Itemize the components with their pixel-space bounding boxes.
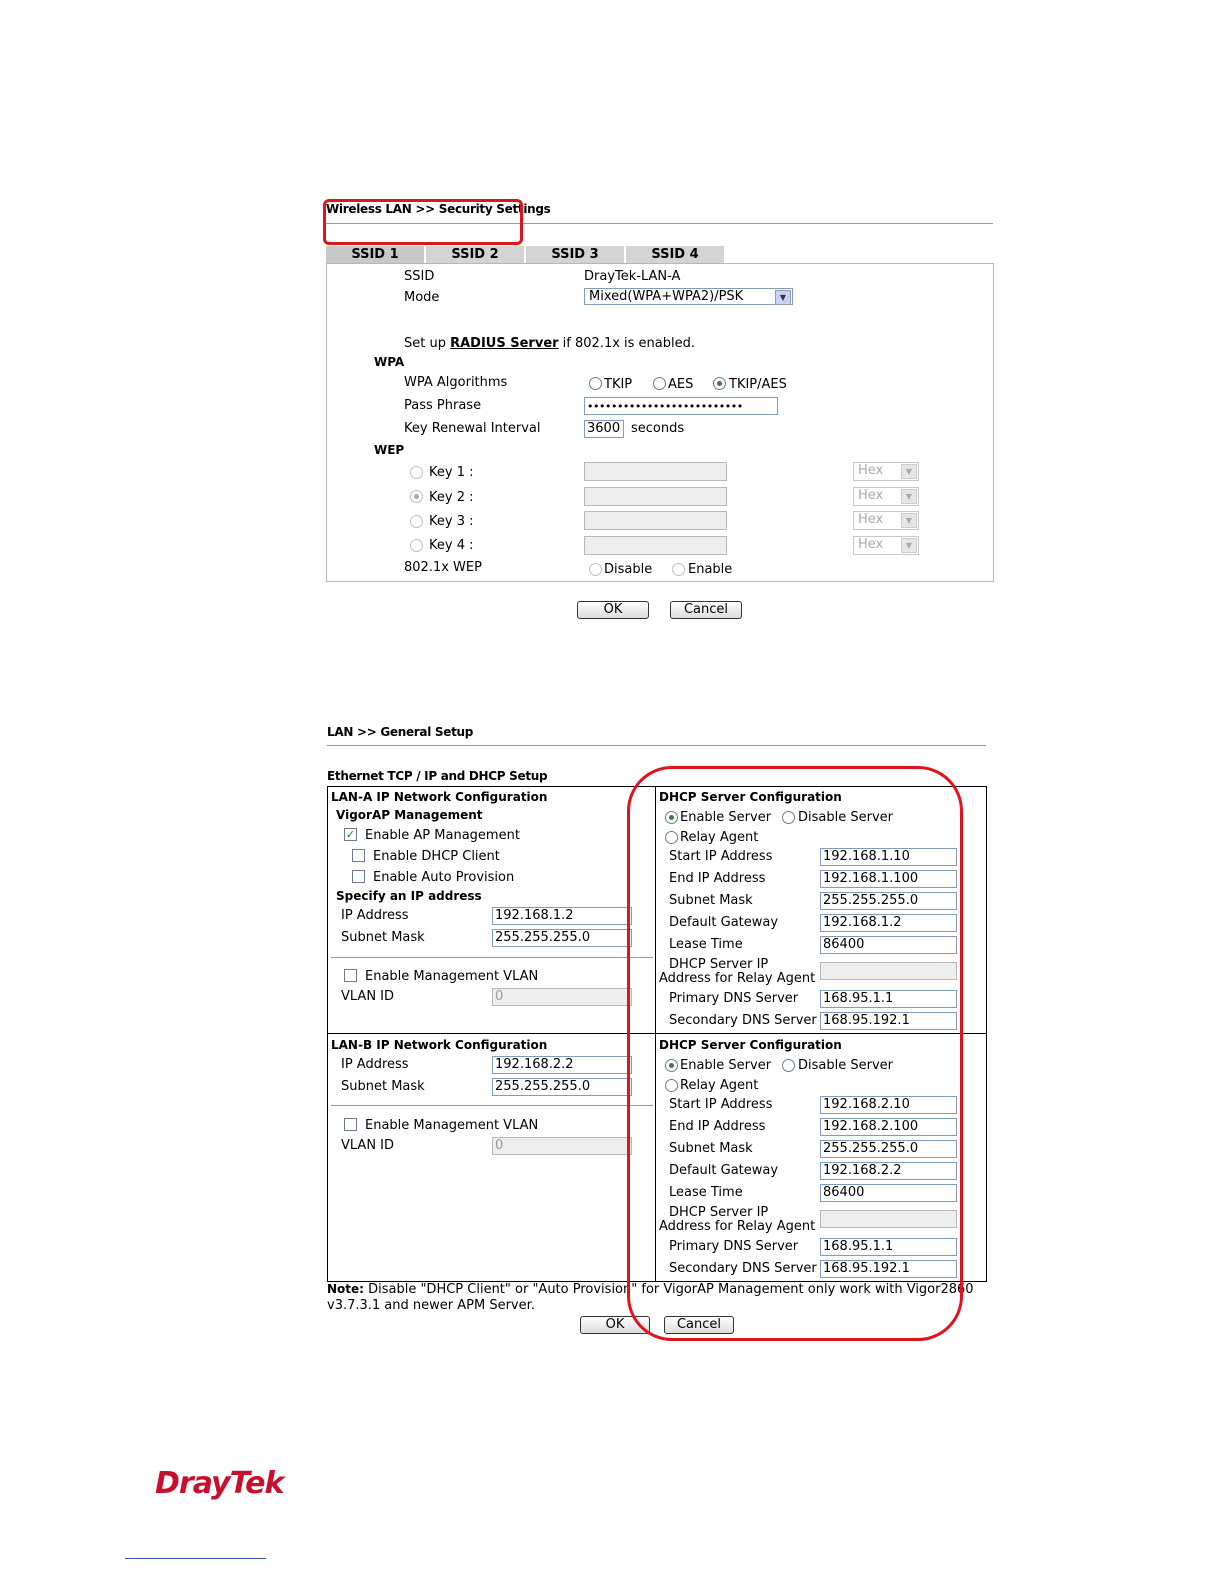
lan-a-mask-input[interactable]: 255.255.255.0: [492, 929, 632, 947]
dhcp-b-title: DHCP Server Configuration: [659, 1038, 842, 1052]
wpa-tkip-label: TKIP: [604, 377, 633, 392]
wep-key-2-input[interactable]: [584, 487, 727, 506]
vigorap-management-title: VigorAP Management: [336, 808, 483, 822]
dhcp-a-end-ip-input[interactable]: 192.168.1.100: [820, 870, 957, 888]
wpa-tkip-aes-radio[interactable]: [713, 377, 726, 390]
dhcp-b-start-ip-label: Start IP Address: [669, 1097, 773, 1112]
lan-b-enable-mgmt-vlan-checkbox[interactable]: [344, 1118, 357, 1131]
lan-a-vlan-id-label: VLAN ID: [341, 989, 395, 1004]
dhcp-b-mask-input[interactable]: 255.255.255.0: [820, 1140, 957, 1158]
wep-8021x-disable-label: Disable: [604, 562, 653, 577]
dhcp-a-mask-input[interactable]: 255.255.255.0: [820, 892, 957, 910]
dhcp-a-dns1-label: Primary DNS Server: [669, 991, 799, 1006]
wep-8021x-enable-radio[interactable]: [672, 563, 685, 576]
mode-select[interactable]: [584, 288, 793, 305]
specify-ip-title: Specify an IP address: [336, 889, 482, 903]
wep-key-4-format: Hex: [858, 537, 884, 552]
ssid-value: DrayTek-LAN-A: [584, 269, 681, 284]
dhcp-b-dns1-label: Primary DNS Server: [669, 1239, 799, 1254]
divider: [331, 1105, 653, 1106]
ssid-label: SSID: [404, 269, 435, 284]
chevron-down-icon: ▼: [901, 489, 917, 504]
dhcp-b-gateway-input[interactable]: 192.168.2.2: [820, 1162, 957, 1180]
lan-ok-button[interactable]: OK: [580, 1316, 650, 1334]
dhcp-a-relay-agent-label: Relay Agent: [680, 830, 759, 845]
lan-a-enable-mgmt-vlan-label: Enable Management VLAN: [365, 969, 539, 984]
lan-a-ip-input[interactable]: 192.168.1.2: [492, 907, 632, 925]
wep-key-1-input[interactable]: [584, 462, 727, 481]
wep-key-1-format: Hex: [858, 463, 884, 478]
lan-b-mask-input[interactable]: 255.255.255.0: [492, 1078, 632, 1096]
lan-b-mask-label: Subnet Mask: [341, 1079, 425, 1094]
wep-key-2-radio[interactable]: [410, 490, 423, 503]
dhcp-a-gateway-input[interactable]: 192.168.1.2: [820, 914, 957, 932]
key-renewal-label: Key Renewal Interval: [404, 421, 541, 436]
lan-a-vlan-id-input[interactable]: 0: [492, 988, 632, 1006]
dhcp-b-enable-server-label: Enable Server: [680, 1058, 772, 1073]
wpa-aes-label: AES: [668, 377, 694, 392]
lan-a-mask-label: Subnet Mask: [341, 930, 425, 945]
wep-key-1-format-select[interactable]: [853, 462, 919, 481]
radius-server-link[interactable]: RADIUS Server: [450, 336, 559, 351]
lan-note-line-2: v3.7.3.1 and newer APM Server.: [327, 1298, 535, 1313]
dhcp-a-title: DHCP Server Configuration: [659, 790, 842, 804]
divider: [327, 745, 986, 746]
lan-a-title: LAN-A IP Network Configuration: [331, 790, 548, 804]
key-renewal-input[interactable]: 3600: [584, 420, 624, 438]
dhcp-b-lease-label: Lease Time: [669, 1185, 743, 1200]
dhcp-a-dns1-input[interactable]: 168.95.1.1: [820, 990, 957, 1008]
wpa-algorithms-label: WPA Algorithms: [404, 375, 508, 390]
wep-key-2-format: Hex: [858, 488, 884, 503]
dhcp-b-end-ip-input[interactable]: 192.168.2.100: [820, 1118, 957, 1136]
dhcp-b-dns1-input[interactable]: 168.95.1.1: [820, 1238, 957, 1256]
dhcp-a-end-ip-label: End IP Address: [669, 871, 766, 886]
enable-ap-management-checkbox[interactable]: ✓: [345, 828, 356, 841]
lan-b-enable-mgmt-vlan-label: Enable Management VLAN: [365, 1118, 539, 1133]
highlight-box: [323, 199, 523, 245]
dhcp-a-start-ip-input[interactable]: 192.168.1.10: [820, 848, 957, 866]
footer-line: [125, 1558, 266, 1559]
wep-key-1-radio[interactable]: [410, 466, 423, 479]
divider: [331, 957, 653, 958]
wep-key-3-format: Hex: [858, 512, 884, 527]
dhcp-b-disable-server-label: Disable Server: [798, 1058, 893, 1073]
pass-phrase-input[interactable]: ••••••••••••••••••••••••••: [584, 397, 778, 415]
wep-key-3-format-select[interactable]: [853, 511, 919, 530]
dhcp-b-lease-input[interactable]: 86400: [820, 1184, 957, 1202]
dhcp-a-lease-label: Lease Time: [669, 937, 743, 952]
lan-section-title: Ethernet TCP / IP and DHCP Setup: [327, 769, 548, 783]
chevron-down-icon: ▼: [901, 464, 917, 479]
lan-breadcrumb: LAN >> General Setup: [327, 725, 474, 739]
wep-8021x-label: 802.1x WEP: [404, 560, 482, 575]
radius-note: [404, 336, 695, 351]
dhcp-a-gateway-label: Default Gateway: [669, 915, 779, 930]
wpa-aes-radio[interactable]: [653, 377, 666, 390]
wep-key-4-label: Key 4 :: [429, 538, 474, 553]
dhcp-a-start-ip-label: Start IP Address: [669, 849, 773, 864]
dhcp-b-relay-ip-label-2: Address for Relay Agent: [659, 1219, 816, 1234]
lan-a-ip-label: IP Address: [341, 908, 409, 923]
tab-ssid-3[interactable]: SSID 3: [526, 246, 626, 263]
wlan-cancel-button[interactable]: Cancel: [670, 601, 742, 619]
wep-key-3-radio[interactable]: [410, 515, 423, 528]
mode-label: Mode: [404, 290, 440, 305]
dhcp-a-relay-ip-label-1: DHCP Server IP: [669, 957, 769, 972]
chevron-down-icon: ▼: [775, 290, 791, 305]
tab-ssid-2[interactable]: SSID 2: [426, 246, 526, 263]
wep-key-1-label: Key 1 :: [429, 465, 474, 480]
dhcp-a-relay-ip-label-2: Address for Relay Agent: [659, 971, 816, 986]
tab-ssid-4[interactable]: SSID 4: [626, 246, 726, 263]
highlight-oval: [627, 766, 963, 1341]
enable-ap-management-label: Enable AP Management: [365, 828, 520, 843]
pass-phrase-label: Pass Phrase: [404, 398, 482, 413]
dhcp-b-relay-ip-label-1: DHCP Server IP: [669, 1205, 769, 1220]
dhcp-b-mask-label: Subnet Mask: [669, 1141, 753, 1156]
dhcp-b-dns2-label: Secondary DNS Server: [669, 1261, 817, 1276]
enable-dhcp-client-checkbox[interactable]: [352, 849, 365, 862]
mode-value: Mixed(WPA+WPA2)/PSK: [589, 289, 744, 304]
wep-key-3-label: Key 3 :: [429, 514, 474, 529]
chevron-down-icon: ▼: [901, 538, 917, 553]
dhcp-b-dns2-input[interactable]: 168.95.192.1: [820, 1260, 957, 1278]
note-text: Disable "DHCP Client" or "Auto Provision" for VigorAP Management only work with Vigor2860: [363, 1282, 974, 1297]
lan-b-ip-input[interactable]: 192.168.2.2: [492, 1056, 632, 1074]
radius-note-prefix: Set up: [404, 336, 451, 351]
wep-8021x-enable-label: Enable: [688, 562, 733, 577]
enable-auto-provision-label: Enable Auto Provision: [373, 870, 515, 885]
wep-key-4-input[interactable]: [584, 536, 727, 555]
draytek-logo: DrayTek: [155, 1466, 284, 1501]
wep-key-4-format-select[interactable]: [853, 536, 919, 555]
tab-ssid-1[interactable]: SSID 1: [326, 246, 426, 263]
lan-b-title: LAN-B IP Network Configuration: [331, 1038, 548, 1052]
wep-key-3-input[interactable]: [584, 511, 727, 530]
dhcp-b-start-ip-input[interactable]: 192.168.2.10: [820, 1096, 957, 1114]
dhcp-a-disable-server-label: Disable Server: [798, 810, 893, 825]
lan-a-enable-mgmt-vlan-checkbox[interactable]: [344, 969, 357, 982]
wpa-tkip-aes-label: TKIP/AES: [729, 377, 787, 392]
wep-key-4-radio[interactable]: [410, 539, 423, 552]
wlan-ok-button[interactable]: OK: [577, 601, 649, 619]
note-label: Note:: [327, 1282, 364, 1296]
lan-b-vlan-id-input[interactable]: 0: [492, 1137, 632, 1155]
wep-key-2-label: Key 2 :: [429, 490, 474, 505]
wep-key-2-format-select[interactable]: [853, 487, 919, 506]
radius-note-suffix: if 802.1x is enabled.: [558, 336, 696, 351]
dhcp-a-enable-server-label: Enable Server: [680, 810, 772, 825]
dhcp-a-dns2-label: Secondary DNS Server: [669, 1013, 817, 1028]
wlan-breadcrumb: Wireless LAN >> Security Settings: [326, 202, 551, 216]
dhcp-a-mask-label: Subnet Mask: [669, 893, 753, 908]
dhcp-a-lease-input[interactable]: 86400: [820, 936, 957, 954]
dhcp-b-end-ip-label: End IP Address: [669, 1119, 766, 1134]
wep-8021x-disable-radio[interactable]: [589, 563, 602, 576]
lan-b-ip-label: IP Address: [341, 1057, 409, 1072]
enable-auto-provision-checkbox[interactable]: [352, 870, 365, 883]
chevron-down-icon: ▼: [901, 513, 917, 528]
dhcp-b-gateway-label: Default Gateway: [669, 1163, 779, 1178]
dhcp-a-dns2-input[interactable]: 168.95.192.1: [820, 1012, 957, 1030]
wpa-tkip-radio[interactable]: [589, 377, 602, 390]
key-renewal-unit: seconds: [631, 421, 685, 436]
wep-header: WEP: [374, 443, 405, 457]
enable-dhcp-client-label: Enable DHCP Client: [373, 849, 500, 864]
lan-b-vlan-id-label: VLAN ID: [341, 1138, 395, 1153]
dhcp-b-relay-agent-label: Relay Agent: [680, 1078, 759, 1093]
lan-cancel-button[interactable]: Cancel: [664, 1316, 734, 1334]
wpa-header: WPA: [374, 355, 405, 369]
